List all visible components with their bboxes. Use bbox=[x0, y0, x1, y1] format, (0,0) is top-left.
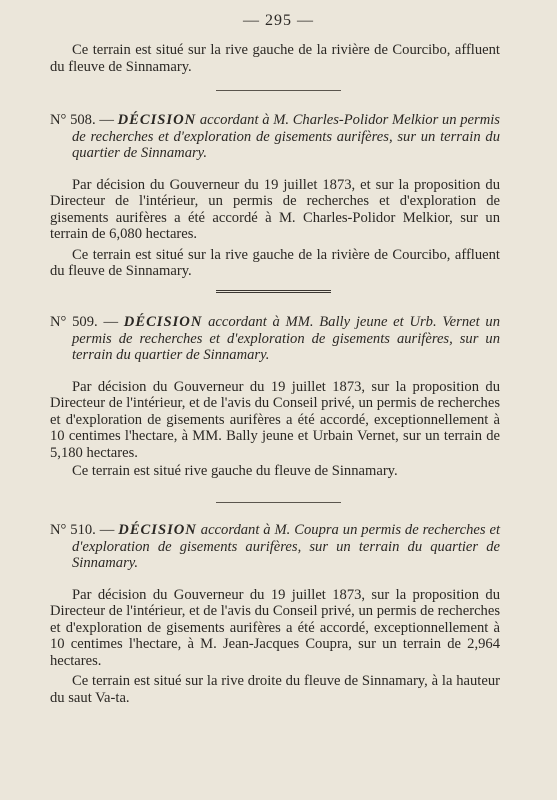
section-number: N° 510. bbox=[50, 522, 96, 538]
body-paragraph: Par décision du Gouverneur du 19 juillet 1873, sur la proposition du Directeur de l'intérieur, et de l'avis du Conseil privé, un permis de recherches et d'exploration de gisements aurifères a été accordé, exceptionnellement à 10 centimes l'hectare, à MM. Bally jeune et Urbain Vernet, sur un terrain de 5,180 hectares. bbox=[50, 378, 500, 461]
top-paragraph: Ce terrain est situé sur la rive gauche de la rivière de Courcibo, affluent du fleuve de Sinnamary. bbox=[50, 42, 500, 75]
body-paragraph: Ce terrain est situé rive gauche du fleuve de Sinnamary. bbox=[72, 463, 398, 479]
heading-dash: — bbox=[99, 522, 115, 538]
section-number: N° 508. bbox=[50, 112, 96, 128]
heading-dash: — bbox=[103, 314, 119, 330]
heading-italic-text: un permis de recherches et d'exploration de gisements aurifères, sur un terrain du quartier de Sinnamary. bbox=[72, 112, 500, 161]
heading-italic-text: un permis de recherches et d'exploration de gisements aurifères, sur un terrain du quartier de Sinnamary. bbox=[72, 522, 501, 571]
body-paragraph: Ce terrain est situé sur la rive droite du fleuve de Sinnamary, à la hauteur du saut Va-ta. bbox=[50, 673, 500, 706]
section-heading bbox=[50, 112, 500, 162]
page-number: — 295 — bbox=[243, 12, 314, 29]
separator-rule bbox=[216, 290, 331, 293]
section-509 bbox=[50, 314, 500, 480]
heading-text: accordant à M. Coupra bbox=[200, 522, 339, 538]
top-paragraph-block bbox=[50, 42, 500, 75]
decision-label: DÉCISION bbox=[123, 314, 203, 330]
section-heading bbox=[50, 314, 500, 364]
separator-rule bbox=[216, 502, 341, 503]
heading-text: accordant à M. Charles-Polidor Melkior bbox=[199, 112, 439, 128]
section-510 bbox=[50, 522, 500, 706]
section-number: N° 509. bbox=[50, 314, 98, 330]
heading-text: accordant à MM. Bally jeune et Urb. Vernet bbox=[208, 314, 480, 330]
body-paragraph: Ce terrain est situé sur la rive gauche de la rivière de Courcibo, affluent du fleuve de Sinnamary. bbox=[50, 246, 500, 279]
decision-label: DÉCISION bbox=[118, 522, 197, 538]
separator-rule bbox=[216, 90, 341, 91]
section-heading bbox=[50, 522, 500, 572]
heading-italic-text: un permis de recherches et d'exploration de gisements aurifères, sur un terrain du quartier de Sinnamary. bbox=[72, 314, 501, 363]
heading-dash: — bbox=[99, 112, 114, 128]
decision-label: DÉCISION bbox=[117, 112, 197, 128]
body-paragraph: Par décision du Gouverneur du 19 juillet 1873, et sur la proposition du Directeur de l'intérieur, un permis de recherches et d'exploration de gisements aurifères a été accordé à M. Charles-Polidor Melkior, sur un terrain de 6,080 hectares. bbox=[50, 176, 500, 242]
section-508 bbox=[50, 112, 500, 280]
body-paragraph: Par décision du Gouverneur du 19 juillet 1873, sur la proposition du Directeur de l'intérieur, et de l'avis du Conseil privé, un permis de recherches et d'exploration de gisements aurifères a été accordé, exceptionnellement à 10 centimes l'hectare, à M. Jean-Jacques Coupra, sur un terrain de 2,964 hectares. bbox=[50, 586, 500, 669]
